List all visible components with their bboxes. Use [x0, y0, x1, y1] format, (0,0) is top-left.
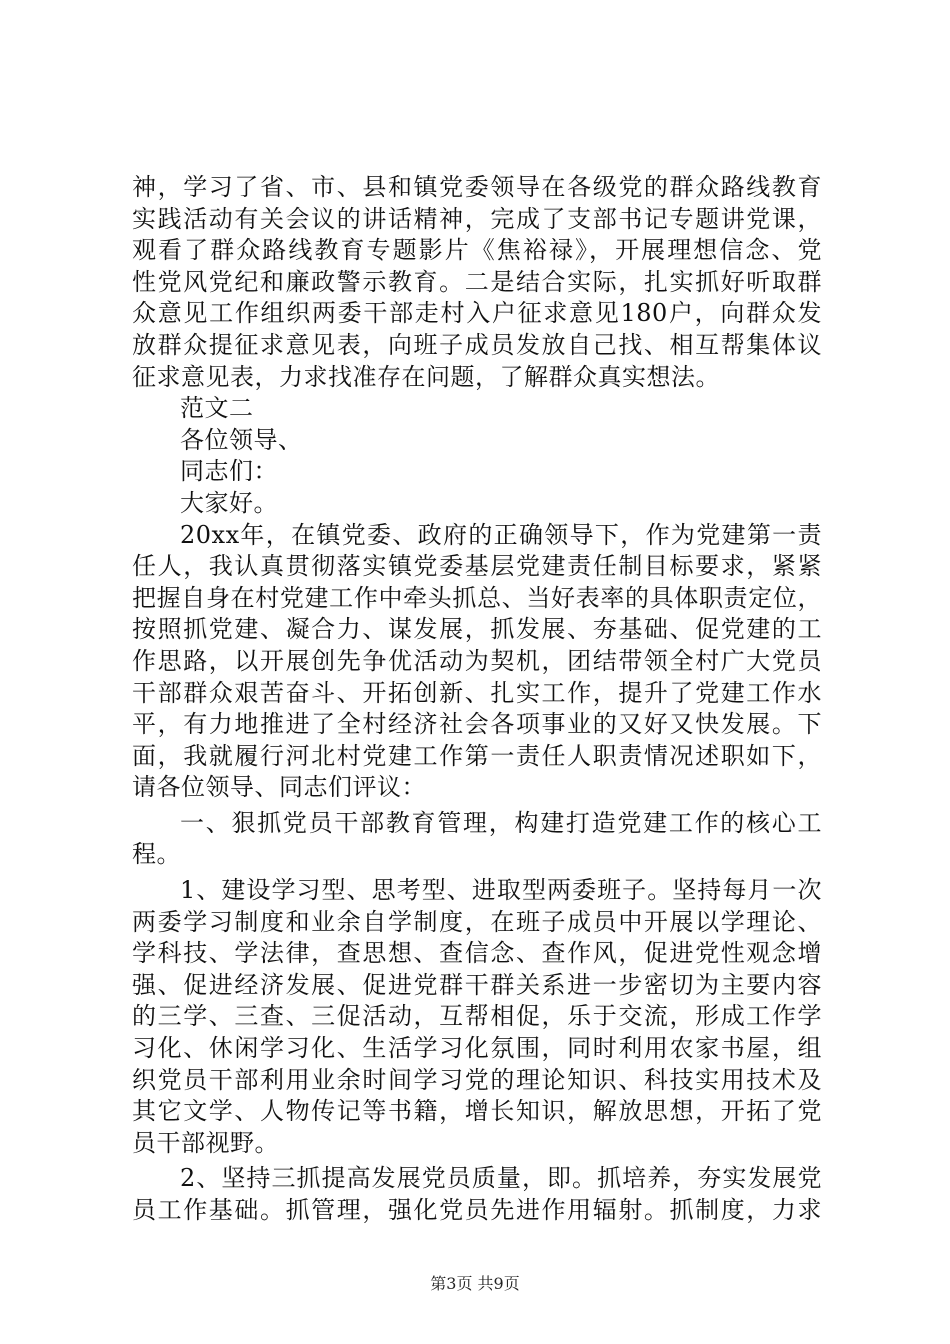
- text-line: 作思路，以开展创先争优活动为契机，团结带领全村广大党员: [132, 646, 822, 675]
- text-line: 按照抓党建、凝合力、谋发展，抓发展、夯基础、促党建的工: [132, 615, 822, 644]
- document-body: [132, 172, 822, 1227]
- text-line: 员工作基础。抓管理，强化党员先进作用辐射。抓制度，力求: [132, 1196, 822, 1224]
- text-line: 众意见工作组织两委干部走村入户征求意见180户，向群众发: [132, 299, 822, 328]
- text-line: 面，我就履行河北村党建工作第一责任人职责情况述职如下，: [132, 741, 822, 770]
- text-line: 20xx年，在镇党委、政府的正确领导下，作为党建第一责: [180, 520, 822, 549]
- text-line: 放群众提征求意见表，向班子成员发放自己找、相互帮集体议: [132, 330, 822, 359]
- text-line: 员干部视野。: [132, 1128, 279, 1157]
- text-line: 习化、休闲学习化、生活学习化氛围，同时利用农家书屋，组: [132, 1034, 822, 1063]
- text-line: 请各位领导、同志们评议：: [132, 773, 426, 802]
- text-line: 2、坚持三抓提高发展党员质量，即。抓培养，夯实发展党: [180, 1164, 822, 1193]
- text-line: 观看了群众路线教育专题影片《焦裕禄》，开展理想信念、党: [132, 236, 822, 265]
- text-line: 学科技、学法律，查思想、查信念、查作风，促进党性观念增: [132, 939, 822, 968]
- paragraph-body: [132, 520, 822, 804]
- text-line: 干部群众艰苦奋斗、开拓创新、扎实工作，提升了党建工作水: [132, 678, 822, 707]
- text-line: 实践活动有关会议的讲话精神，完成了支部书记专题讲党课，: [132, 204, 822, 233]
- section-heading-1: [132, 808, 822, 871]
- greeting-line: 大家好。: [180, 488, 278, 517]
- greeting-line: 各位领导、: [180, 425, 303, 454]
- text-line: 一、狠抓党员干部教育管理，构建打造党建工作的核心工: [180, 808, 822, 837]
- text-line: 两委学习制度和业余自学制度，在班子成员中开展以学理论、: [132, 907, 822, 936]
- text-line: 把握自身在村党建工作中牵头抓总、当好表率的具体职责定位，: [132, 583, 822, 612]
- section-heading-fanwen: 范文二: [180, 394, 254, 423]
- text-line: 程。: [132, 840, 181, 869]
- text-line: 其它文学、人物传记等书籍，增长知识，解放思想，开拓了党: [132, 1097, 822, 1126]
- text-line: 1、建设学习型、思考型、进取型两委班子。坚持每月一次: [180, 876, 822, 905]
- item-1-paragraph: [132, 875, 822, 1159]
- text-line: 平，有力地推进了全村经济社会各项事业的又好又快发展。下: [132, 710, 822, 739]
- text-line: 性党风党纪和廉政警示教育。二是结合实际，扎实抓好听取群: [132, 267, 822, 296]
- text-line: 的三学、三查、三促活动，互帮相促，乐于交流，形成工作学: [132, 1002, 822, 1031]
- item-2-paragraph: [132, 1163, 822, 1226]
- text-line: 强、促进经济发展、促进党群干群关系进一步密切为主要内容: [132, 970, 822, 999]
- paragraph-continued: [132, 172, 822, 393]
- greeting-line: 同志们：: [180, 457, 278, 486]
- page-number-footer: 第3页 共9页: [430, 1274, 520, 1293]
- text-line: 征求意见表，力求找准存在问题，了解群众真实想法。: [132, 362, 720, 391]
- text-line: 织党员干部利用业余时间学习党的理论知识、科技实用技术及: [132, 1065, 822, 1094]
- text-line: 神，学习了省、市、县和镇党委领导在各级党的群众路线教育: [132, 173, 822, 201]
- text-line: 任人，我认真贯彻落实镇党委基层党建责任制目标要求，紧紧: [132, 552, 822, 581]
